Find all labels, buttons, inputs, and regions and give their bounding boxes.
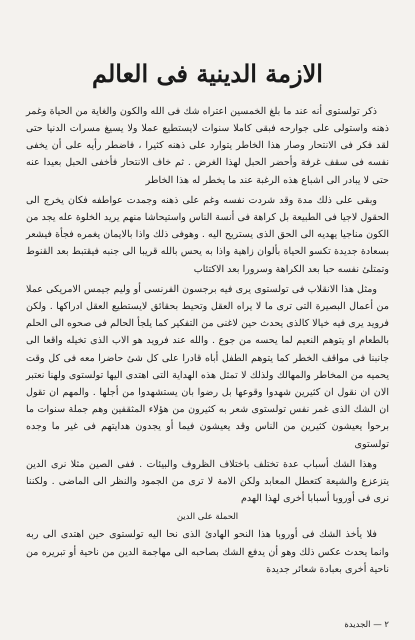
paragraph-1: ذكر تولستوى أنه عند ما بلغ الخمسين اعتراه شك فى الله والكون والغاية من الحياة وغمر ذهنه واستولى على جوارحه فبقى كاملا سنوات لايستطيع عملا ولا يسيغ مسرات الدنيا حتى لقد فكر فى الانتحار وصار هذا الخاطر يتوارد على ذهنه كثيرا ، فاضطر رأيه على أن يخفى نفسه فى سقف غرفة وأحضر الحبل لهذا الغرض . ثم خاف الانتحار فأخفى الحبل بعيدا عنه حتى لا يبادر الى اشباع هذه الرغبة عند ما يخطر له هذا الخاطر	[26, 105, 389, 186]
page-title: الازمة الدينية فى العالم	[92, 59, 323, 88]
page-footer: ٢ — الجديدة	[344, 620, 389, 630]
closing-paragraph: فلا يأخذ الشك فى أوروبا هذا النحو الهادئ الذى نحا اليه تولستوى حين اهتدى الى ربه وانما يحدث عكس ذلك وهو أن يدفع الشك بصاحبه الى مهاجمة الدين من ناحية أو تبريره من ناحية أخرى بعبادة شعائر جديدة	[26, 529, 389, 575]
paragraph-2: وبقى على ذلك مدة وقد شردت نفسه وغم على ذهنه وجمدت عواطفه فكان يخرج الى الحقول لاجيا فى الطبيعة بل كراهة فى أنسة الناس واستيحاشا منهم يريد الخلوة عله يجد من الكون مناجيا يهديه الى الحق الذى يستريح اليه . وهوفى ذلك واذا بالايمان يغمره فجأة فيشعر بسعادة جديدة تكسو الحياة بألوان زاهية واذا به يحس بالله قريبا الى جنبه فيقتبط بعد القنوط وتمتلئ نفسه حبا بعد الكراهة وسرورا بعد الاكتئاب	[26, 194, 389, 275]
paragraph-3: ومثل هذا الانقلاب فى تولستوى يرى فيه برجسون الفرنسى أو وليم جيمس الامريكى عملا من أعمال البصيرة التى ترى ما لا يراه العقل وتحيط بحقائق لايستطيع العقل ادراكها . ولكن فرويد يرى فيه خيالا كالذى يحدث حين لاغنى من التفكير كما يلجأ الحالم فى صحوه الى الحلم بالطعام او يتوهم النعيم لما يحسه من جوع . والله عند فرويد هو الاب الذى تخيله واقعا الى جانبنا فى مواقف الخطر كما يتوهم الطفل أباه قادرا على كل شئ حاضرا معه فى كل وقت يحميه من المخاطر والمهالك ولذلك لا تمثل هذه الهداية التى اهتدى اليها تولستوى ولهنا نعتبر الان ان نقول ان كثيرين شهدوا وقوعها بل رضوا بان يستشهدوا من أجلها . والمهم ان تقول ان الشك الذى غمر نفس تولستوى شعر به كثيرون من هؤلاء المثقفين وهم جملة سنوات ما برحوا يعيشون كثيرين من الناس وقد يعيشون فيما أو يجدون هدايتهم فى غير ما وجده تولستوى	[26, 283, 389, 450]
paragraph-4: وهذا الشك أسباب عدة تختلف باختلاف الظروف والبيئات . ففى الصين مثلا نرى الدين يتزعزع والشيعة كتعطل المعابد ولكن الامة لا ترى من الجمود والنظر الى الماضى . ولكننا نرى فى أوروبا أسبابا أخرى لهذا الهدم	[26, 458, 389, 505]
section-subheading: الحملة على الدين	[176, 512, 239, 523]
